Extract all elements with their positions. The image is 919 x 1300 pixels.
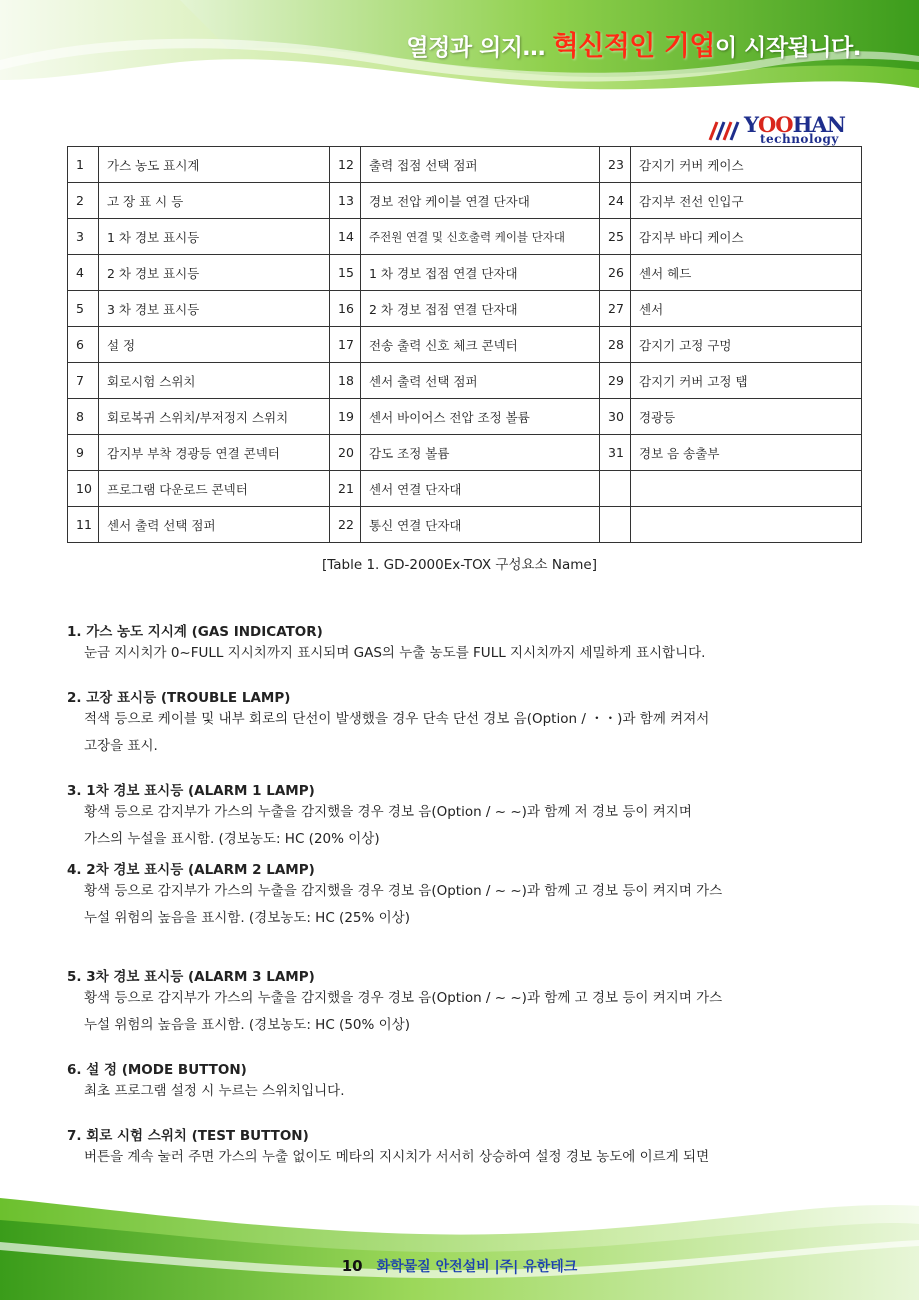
table-row — [68, 507, 862, 543]
table-row — [68, 291, 862, 327]
part-name-cell — [631, 507, 862, 543]
page-number: 10 — [341, 1257, 363, 1275]
section-title: 6. 설 정 (MODE BUTTON) — [67, 1062, 247, 1078]
part-number-cell: 22 — [330, 507, 361, 543]
section-text: 버튼을 계속 눌러 주면 가스의 누출 없이도 메타의 지시치가 서서히 상승하여 설정 경보 농도에 이르게 되면 — [84, 1149, 710, 1165]
part-name-cell: 3 차 경보 표시등 — [99, 291, 330, 327]
part-number-cell: 30 — [600, 399, 631, 435]
part-number-cell: 23 — [600, 147, 631, 183]
section-text: 고장을 표시. — [84, 738, 158, 754]
section-title: 1. 가스 농도 지시계 (GAS INDICATOR) — [67, 624, 323, 640]
slogan-prefix: 열정과 의지… — [406, 35, 553, 61]
part-number-cell — [600, 471, 631, 507]
part-number-cell: 6 — [68, 327, 99, 363]
section-trouble-lamp — [67, 686, 857, 760]
part-number-cell: 3 — [68, 219, 99, 255]
part-name-cell: 1 차 경보 접점 연결 단자대 — [361, 255, 600, 291]
part-name-cell: 통신 연결 단자대 — [361, 507, 600, 543]
logo-letter-o1: O — [758, 112, 776, 137]
part-name-cell: 고 장 표 시 등 — [99, 183, 330, 219]
table-row — [68, 219, 862, 255]
part-name-cell: 2 차 경보 접점 연결 단자대 — [361, 291, 600, 327]
part-number-cell: 5 — [68, 291, 99, 327]
part-name-cell: 경보 음 송출부 — [631, 435, 862, 471]
section-mode-button — [67, 1058, 857, 1105]
part-name-cell: 센서 — [631, 291, 862, 327]
part-name-cell: 센서 바이어스 전압 조정 볼륨 — [361, 399, 600, 435]
part-name-cell: 2 차 경보 표시등 — [99, 255, 330, 291]
part-name-cell: 1 차 경보 표시등 — [99, 219, 330, 255]
section-test-button — [67, 1124, 857, 1171]
part-number-cell: 8 — [68, 399, 99, 435]
section-text: 눈금 지시치가 0~FULL 지시치까지 표시되며 GAS의 누출 농도를 FULL 지시치까지 세밀하게 표시합니다. — [84, 645, 706, 661]
section-title: 4. 2차 경보 표시등 (ALARM 2 LAMP) — [67, 862, 315, 878]
part-number-cell: 9 — [68, 435, 99, 471]
table-row — [68, 327, 862, 363]
section-alarm3-lamp — [67, 965, 857, 1039]
part-number-cell: 7 — [68, 363, 99, 399]
part-name-cell: 회로복귀 스위치/부저정지 스위치 — [99, 399, 330, 435]
part-number-cell: 29 — [600, 363, 631, 399]
company-logo — [708, 112, 854, 148]
part-name-cell: 설 정 — [99, 327, 330, 363]
part-name-cell — [631, 471, 862, 507]
part-name-cell: 감지기 고정 구멍 — [631, 327, 862, 363]
section-alarm2-lamp — [67, 858, 857, 932]
part-number-cell: 1 — [68, 147, 99, 183]
table-row — [68, 363, 862, 399]
logo-letter-y: Y — [744, 112, 758, 137]
part-name-cell: 센서 출력 선택 점퍼 — [361, 363, 600, 399]
part-name-cell: 감지부 부착 경광등 연결 콘넥터 — [99, 435, 330, 471]
part-number-cell: 12 — [330, 147, 361, 183]
part-name-cell: 감도 조정 볼륨 — [361, 435, 600, 471]
slogan-highlight: 혁신적인 기업 — [552, 31, 715, 62]
part-number-cell: 15 — [330, 255, 361, 291]
part-number-cell: 13 — [330, 183, 361, 219]
part-name-cell: 감지기 커버 고정 탭 — [631, 363, 862, 399]
logo-letter-o2: O — [775, 112, 793, 137]
part-number-cell: 4 — [68, 255, 99, 291]
part-number-cell: 25 — [600, 219, 631, 255]
section-title: 7. 회로 시험 스위치 (TEST BUTTON) — [67, 1128, 309, 1144]
table-row — [68, 183, 862, 219]
part-name-cell: 센서 헤드 — [631, 255, 862, 291]
part-name-cell: 센서 연결 단자대 — [361, 471, 600, 507]
part-name-cell: 감지기 커버 케이스 — [631, 147, 862, 183]
part-name-cell: 전송 출력 신호 체크 콘넥터 — [361, 327, 600, 363]
part-number-cell: 24 — [600, 183, 631, 219]
section-text: 황색 등으로 감지부가 가스의 누출을 감지했을 경우 경보 음(Option / ~ ~)과 함께 고 경보 등이 켜지며 가스 — [84, 990, 723, 1006]
part-name-cell: 경보 전압 케이블 연결 단자대 — [361, 183, 600, 219]
section-text: 가스의 누설을 표시함. (경보농도: HC (20% 이상) — [84, 831, 380, 847]
part-number-cell: 19 — [330, 399, 361, 435]
part-name-cell: 경광등 — [631, 399, 862, 435]
section-text: 적색 등으로 케이블 및 내부 회로의 단선이 발생했을 경우 단속 단선 경보 음(Option / ・・)과 함께 켜져서 — [84, 711, 710, 727]
section-text: 황색 등으로 감지부가 가스의 누출을 감지했을 경우 경보 음(Option / ~ ~)과 함께 고 경보 등이 켜지며 가스 — [84, 883, 723, 899]
footer-wave-graphic — [0, 1190, 919, 1300]
table-row — [68, 399, 862, 435]
part-number-cell: 18 — [330, 363, 361, 399]
components-table — [67, 146, 862, 543]
part-name-cell: 감지부 바디 케이스 — [631, 219, 862, 255]
part-number-cell: 31 — [600, 435, 631, 471]
table-row — [68, 147, 862, 183]
table-row — [68, 255, 862, 291]
section-text: 황색 등으로 감지부가 가스의 누출을 감지했을 경우 경보 음(Option / ~ ~)과 함께 저 경보 등이 켜지며 — [84, 804, 692, 820]
part-number-cell: 11 — [68, 507, 99, 543]
section-text: 누설 위험의 높음을 표시함. (경보농도: HC (50% 이상) — [84, 1017, 410, 1033]
section-text: 누설 위험의 높음을 표시함. (경보농도: HC (25% 이상) — [84, 910, 410, 926]
part-number-cell: 16 — [330, 291, 361, 327]
part-number-cell — [600, 507, 631, 543]
part-number-cell: 20 — [330, 435, 361, 471]
part-name-cell: 가스 농도 표시계 — [99, 147, 330, 183]
section-title: 3. 1차 경보 표시등 (ALARM 1 LAMP) — [67, 783, 315, 799]
footer-company: 화학물질 안전설비 |주| 유한테크 — [376, 1259, 578, 1275]
page-header-banner — [0, 0, 919, 110]
part-name-cell: 회로시험 스위치 — [99, 363, 330, 399]
slogan-suffix: 이 시작됩니다. — [714, 35, 861, 61]
part-number-cell: 2 — [68, 183, 99, 219]
part-number-cell: 10 — [68, 471, 99, 507]
part-number-cell: 17 — [330, 327, 361, 363]
part-number-cell: 14 — [330, 219, 361, 255]
part-name-cell: 주전원 연결 및 신호출력 케이블 단자대 — [361, 219, 600, 255]
logo-stripes-icon — [708, 118, 742, 142]
header-slogan — [406, 24, 861, 63]
logo-letters-han: HAN — [792, 112, 845, 137]
logo-subtitle: technology — [760, 132, 839, 146]
part-name-cell: 센서 출력 선택 점퍼 — [99, 507, 330, 543]
table-row — [68, 435, 862, 471]
section-gas-indicator — [67, 620, 857, 667]
part-name-cell: 프로그램 다운로드 콘넥터 — [99, 471, 330, 507]
section-alarm1-lamp — [67, 779, 857, 853]
section-title: 5. 3차 경보 표시등 (ALARM 3 LAMP) — [67, 969, 315, 985]
part-name-cell: 출력 접점 선택 점퍼 — [361, 147, 600, 183]
footer-text — [0, 1256, 919, 1276]
section-title: 2. 고장 표시등 (TROUBLE LAMP) — [67, 690, 291, 706]
page-footer-banner — [0, 1190, 919, 1300]
section-text: 최초 프로그램 설정 시 누르는 스위치입니다. — [84, 1083, 345, 1099]
table-caption: [Table 1. GD-2000Ex-TOX 구성요소 Name] — [322, 557, 597, 573]
part-number-cell: 28 — [600, 327, 631, 363]
table-row — [68, 471, 862, 507]
part-number-cell: 27 — [600, 291, 631, 327]
part-number-cell: 21 — [330, 471, 361, 507]
part-name-cell: 감지부 전선 인입구 — [631, 183, 862, 219]
part-number-cell: 26 — [600, 255, 631, 291]
